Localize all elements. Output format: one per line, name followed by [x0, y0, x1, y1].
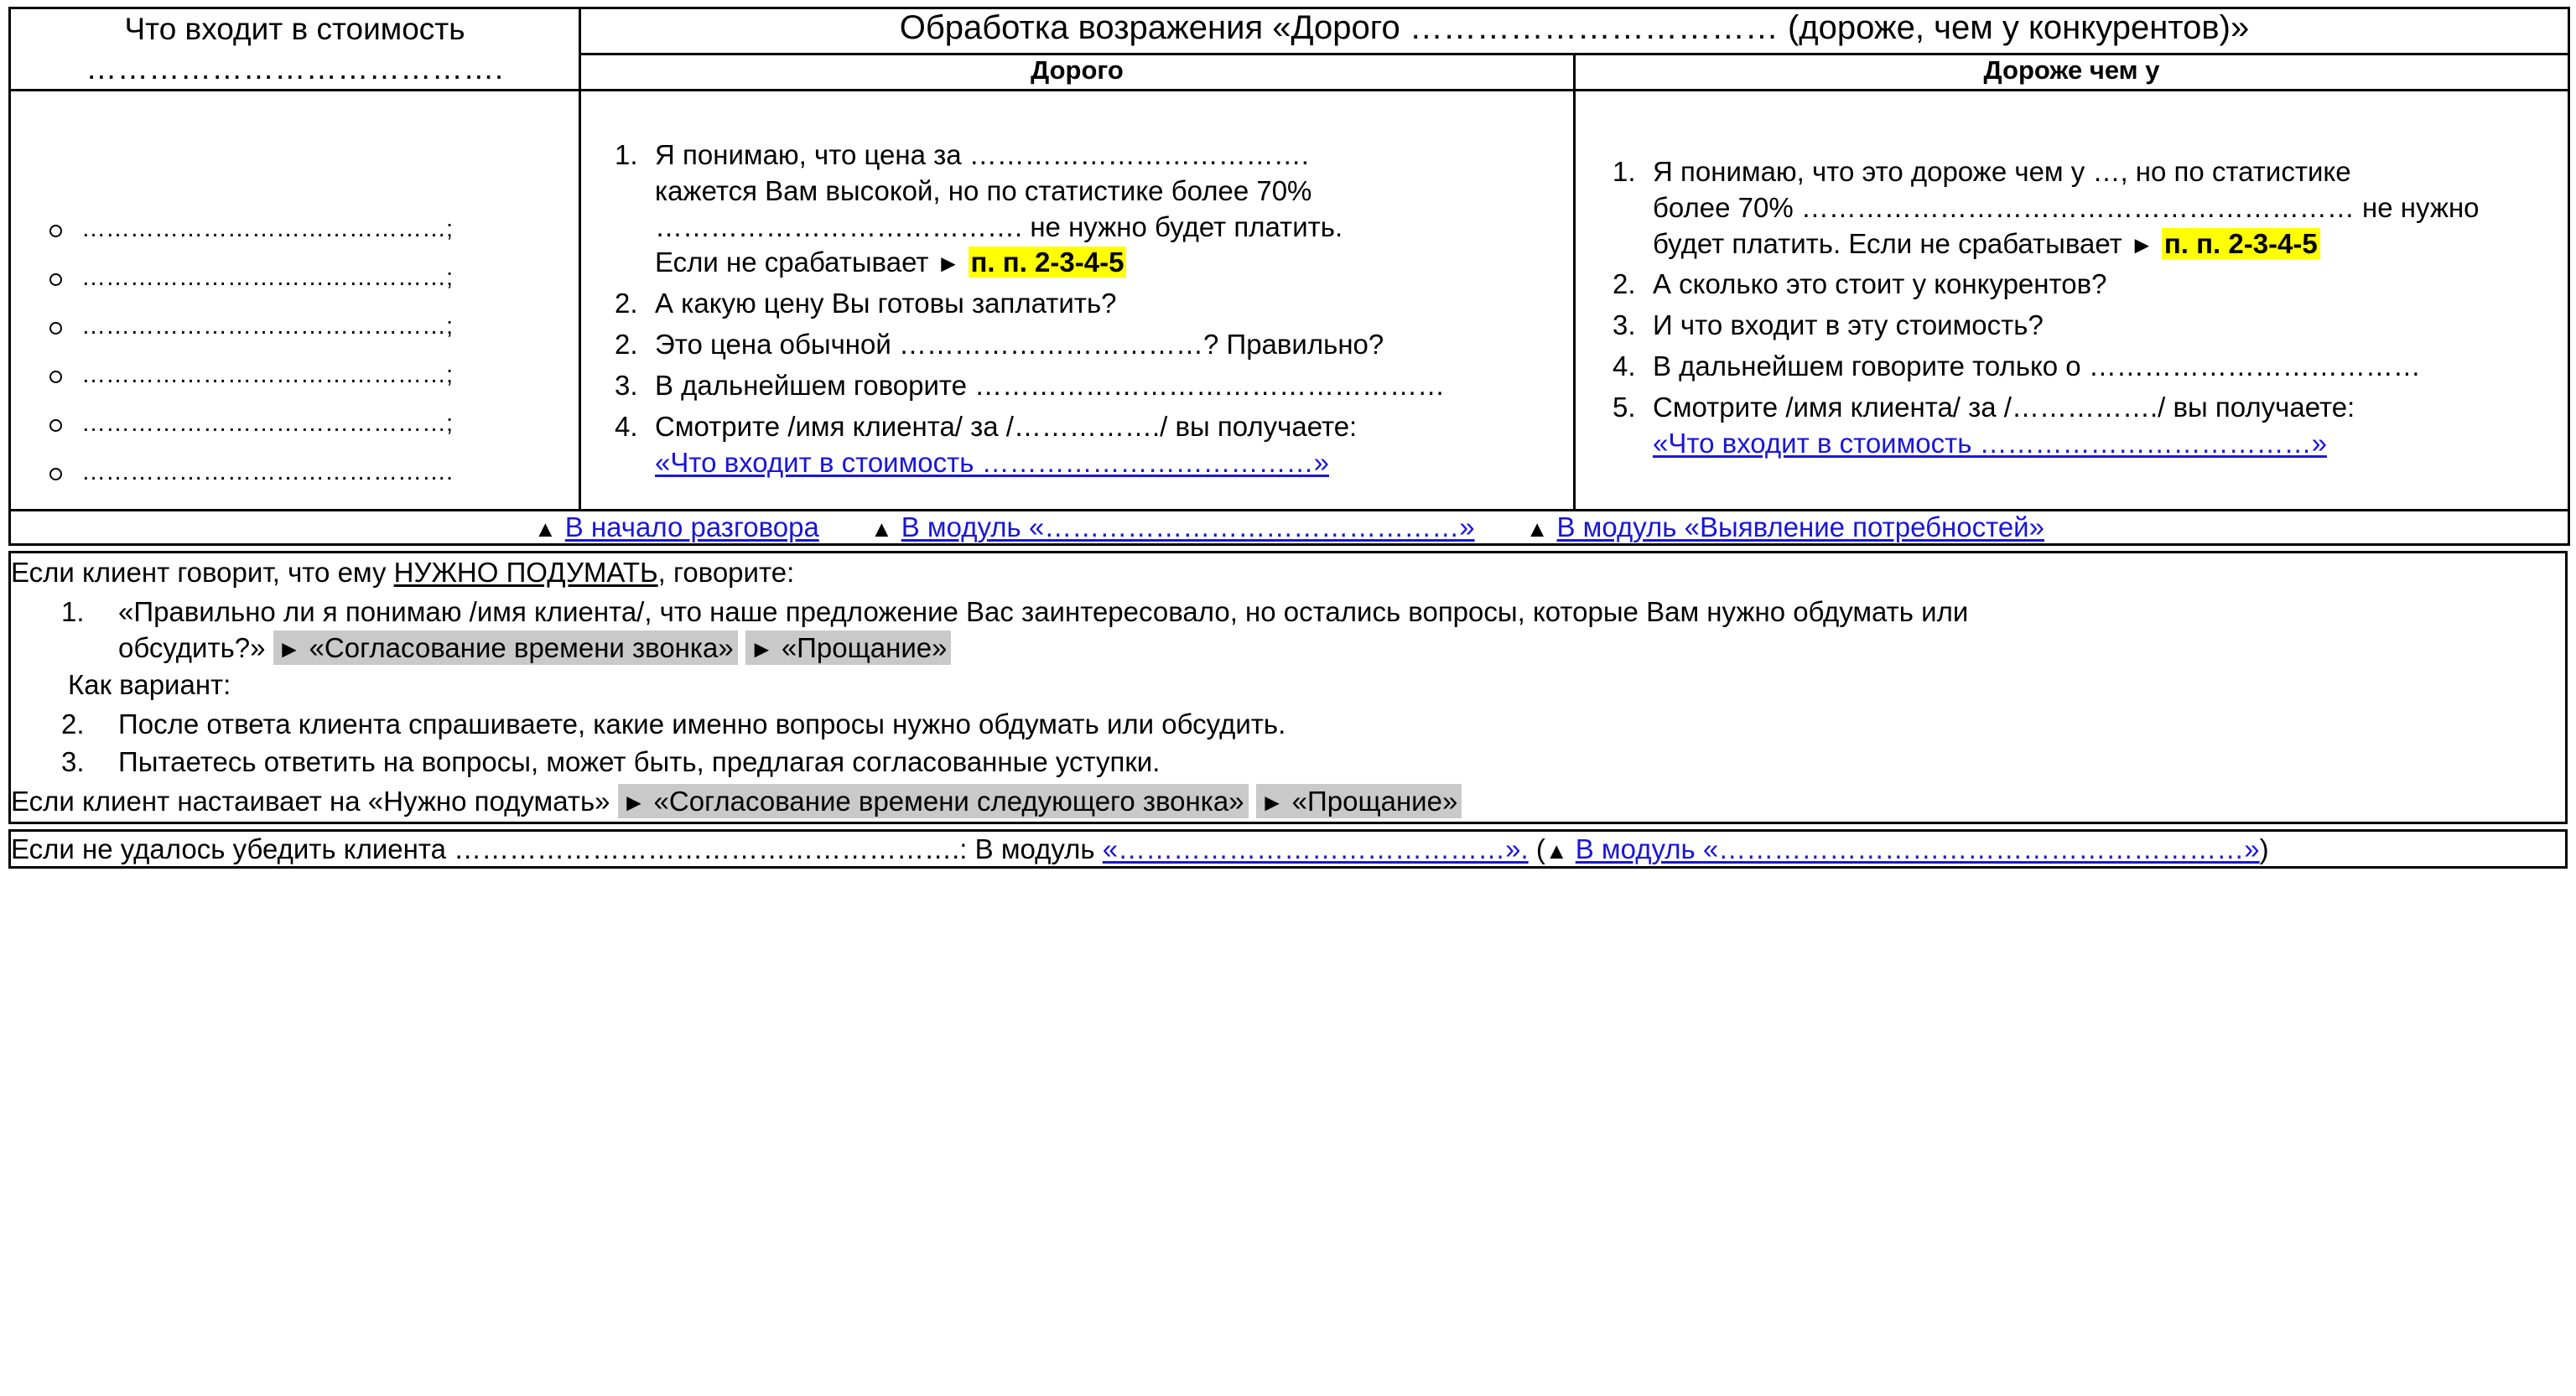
script-link-row [1653, 426, 2546, 462]
dorozhe-script-body [1576, 91, 2568, 475]
main-script-table [8, 7, 2570, 546]
link-what-included[interactable]: «Что входит в стоимость ………………………………» [655, 446, 1329, 478]
fallback-label: Если не срабатывает [655, 247, 929, 278]
script-item-4: В дальнейшем говорите только о ……………………………… [1653, 350, 2421, 382]
arrow-right-icon: ► [621, 790, 647, 817]
chip-label: «Согласование времени следующего звонка» [653, 786, 1244, 817]
variant-note: Как вариант: [68, 669, 231, 701]
need-to-think-row [10, 552, 2567, 823]
highlight-points: п. п. 2-3-4-5 [969, 247, 1127, 278]
left-title-line1: Что входит в стоимость [124, 12, 465, 46]
script-link-row [655, 445, 1551, 481]
triangle-up-icon: ▲ [534, 516, 557, 542]
nav-item-module-needs[interactable] [1526, 511, 2044, 542]
chip-label: «Прощание» [1291, 786, 1458, 817]
list-item: ………………………………………. [44, 460, 579, 485]
script-line: Смотрите /имя клиента/ за /……………./ вы получаете: [1653, 392, 2355, 423]
script-line: кажется Вам высокой, но по статистике более 70% [655, 174, 1312, 206]
think-line: «Правильно ли я понимаю /имя клиента/, что наше предложение Вас заинтересовало, но остались вопросы, которые Вам нужно обдумать или [118, 595, 1969, 627]
highlight-points: п. п. 2-3-4-5 [2162, 228, 2320, 259]
column-header-dorogo: Дорого [580, 54, 1575, 90]
chip-farewell[interactable] [1256, 784, 1462, 818]
fallback-prefix: Если не удалось убедить клиента ……………………………………………….: В модуль [11, 833, 1103, 864]
arrow-right-icon: ► [277, 636, 302, 663]
chip-label: «Прощание» [781, 631, 948, 663]
left-title-line2: …………………………………. [86, 51, 504, 86]
dorogo-script-cell [580, 90, 1575, 510]
dorozhe-script-list [1609, 154, 2546, 462]
column-header-dorozhe: Дороже чем у [1575, 54, 2569, 90]
dorogo-script-list [611, 138, 1551, 481]
arrow-right-icon: ► [936, 251, 961, 278]
fallback-table [8, 829, 2568, 869]
nav-link-module-needs-label[interactable]: В модуль «Выявление потребностей» [1556, 511, 2044, 542]
fallback-cell [10, 830, 2567, 867]
script-item-4: В дальнейшем говорите …………………………………………… [655, 370, 1446, 402]
script-item-1 [611, 138, 1551, 282]
header-row [10, 8, 2569, 54]
body-row [10, 90, 2569, 510]
think-item-3: Пытаетесь ответить на вопросы, может быть, предлагая согласованные уступки. [118, 746, 1161, 778]
script-item-2: А какую цену Вы готовы заплатить? [655, 288, 1117, 319]
script-line: …………………………………. не нужно будет платить. [655, 210, 1343, 242]
script-item-1 [1609, 154, 2546, 262]
triangle-up-icon: ▲ [870, 516, 893, 542]
nav-item-module-blank[interactable] [870, 511, 1483, 542]
list-item: ………………………………………; [44, 412, 579, 436]
chip-agree-call-time[interactable] [273, 631, 738, 665]
need-to-think-list [11, 594, 2565, 667]
lead-underlined: НУЖНО ПОДУМАТЬ [393, 556, 658, 588]
need-to-think-cell [10, 552, 2567, 823]
arrow-right-icon: ► [2129, 231, 2154, 259]
list-item: ………………………………………; [44, 217, 579, 241]
link-what-included[interactable]: «Что входит в стоимость ………………………………» [1653, 427, 2327, 459]
nav-link-module-blank-label[interactable]: В модуль «………………………………………» [901, 511, 1475, 542]
script-item-3: Это цена обычной ……………………………? Правильно? [655, 329, 1384, 361]
dorogo-script-body [581, 91, 1573, 495]
left-title-cell [10, 8, 580, 91]
script-item-2: А сколько это стоит у конкурентов? [1653, 268, 2107, 300]
script-line: Я понимаю, что цена за ………………………………. [655, 138, 1309, 170]
need-to-think-lead [11, 555, 2565, 591]
list-item: ………………………………………; [44, 363, 579, 387]
script-line-fallback [655, 245, 1551, 281]
chip-farewell[interactable] [745, 631, 952, 665]
nav-row [10, 510, 2569, 544]
script-line: Я понимаю, что это дороже чем у …, но по статистике [1653, 155, 2351, 187]
list-item: ………………………………………; [44, 314, 579, 339]
fallback-row [10, 830, 2567, 867]
need-to-think-table [8, 551, 2568, 824]
paren-close: ) [2259, 833, 2269, 864]
nav-links-cell [10, 510, 2569, 544]
arrow-right-icon: ► [749, 636, 774, 663]
script-item-5 [1609, 390, 2546, 462]
script-item-3: И что входит в эту стоимость? [1653, 309, 2044, 341]
nav-item-start[interactable] [534, 511, 827, 542]
triangle-up-icon: ▲ [1545, 838, 1568, 864]
think-line-chips [118, 631, 2565, 667]
script-item-5 [611, 409, 1551, 481]
checklist [11, 91, 579, 485]
think-item-1 [61, 594, 2565, 667]
arrow-right-icon: ► [1259, 790, 1285, 817]
nav-link-start-label[interactable]: В начало разговора [564, 511, 819, 542]
script-line: Смотрите /имя клиента/ за /……………./ вы получаете: [655, 410, 1358, 442]
think-item-2: После ответа клиента спрашиваете, какие именно вопросы нужно обдумать или обсудить. [118, 708, 1286, 740]
script-line: более 70% …………………………………………………… не нужно [1653, 191, 2480, 223]
list-item: ………………………………………; [44, 266, 579, 290]
fallback-link-module-2[interactable] [1576, 833, 2260, 864]
script-line-fallback [1653, 226, 2546, 262]
chip-label: «Согласование времени звонка» [309, 631, 734, 663]
dorozhe-script-cell [1575, 90, 2569, 510]
fallback-link-2-label: «…………………………………………………» [1702, 833, 2260, 864]
checklist-cell [10, 90, 580, 510]
insist-prefix: Если клиент настаивает на «Нужно подумать» [11, 786, 610, 817]
insist-line [11, 784, 2565, 820]
lead-suffix: , говорите: [657, 556, 795, 588]
triangle-up-icon: ▲ [1525, 516, 1549, 542]
main-title-cell: Обработка возражения «Дорого …………………………… (дороже, чем у конкурентов)» [580, 8, 2569, 54]
lead-prefix: Если клиент говорит, что ему [11, 556, 394, 588]
chip-agree-next-call-time[interactable] [618, 784, 1249, 818]
fallback-link-2-prefix: В модуль [1575, 833, 1703, 864]
need-to-think-list-continued [11, 707, 2565, 781]
fallback-link-module-1[interactable]: «……………………………………». [1102, 833, 1529, 864]
think-line-prefix: обсудить?» [118, 631, 266, 663]
fallback-label: будет платить. Если не срабатывает [1653, 227, 2122, 259]
paren-open: ( [1528, 833, 1545, 864]
